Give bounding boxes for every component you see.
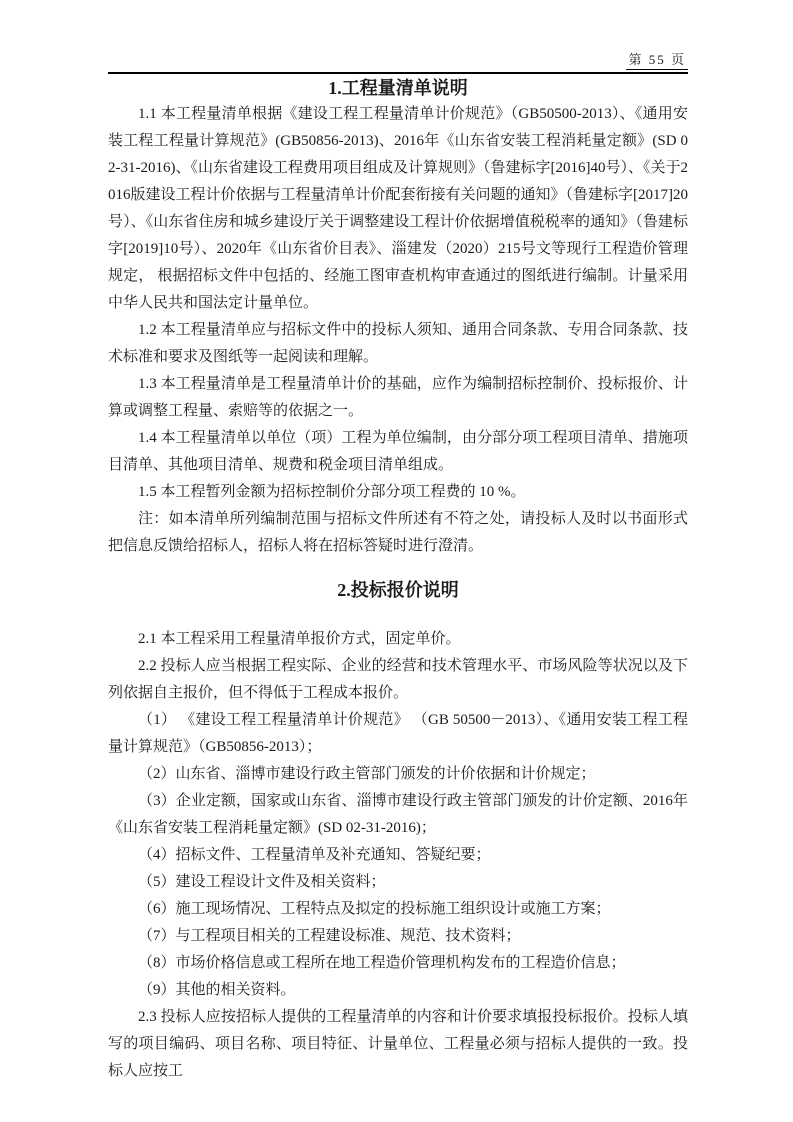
paragraph-2-item-9: （9）其他的相关资料。 [138,982,296,998]
page-header [108,52,688,74]
paragraph-1-3: 1.3 本工程量清单是工程量清单计价的基础，应作为编制招标控制价、投标报价、计算或调整工程量、索赔等的依据之一。 [108,376,688,419]
section-1-title: 1.工程量清单说明 [328,78,468,98]
paragraph-2-item-1: （1） 《建设工程工程量清单计价规范》 （GB 50500－2013）、《通用安装工程工程量计算规范》（GB50856-2013）； [108,712,688,755]
paragraph-1-4: 1.4 本工程量清单以单位（项）工程为单位编制，由分部分项工程项目清单、措施项目清单、其他项目清单、规费和税金项目清单组成。 [108,430,688,473]
paragraph-2-item-5: （5）建设工程设计文件及相关资料； [138,874,386,890]
paragraph-2-item-2: （2）山东省、淄博市建设行政主管部门颁发的计价依据和计价规定； [138,766,596,782]
paragraph-2-item-8: （8）市场价格信息或工程所在地工程造价管理机构发布的工程造价信息； [138,955,626,971]
paragraph-2-item-6: （6）施工现场情况、工程特点及拟定的投标施工组织设计或施工方案； [138,901,611,917]
section-2-title: 2.投标报价说明 [337,580,459,600]
paragraph-1-1: 1.1 本工程量清单根据《建设工程工程量清单计价规范》（GB50500-2013）、《通用安装工程工程量计算规范》(GB50856-2013)、2016年《山东省安装工程消耗量定额》(SD 02-31-2016)、《山东省建设工程费用项目组成及计算规则》（鲁建标字[2016]40号）、《关于2016版建设工程计价依据与工程量清单计价配套衔接有关问题的通知》（鲁建标字[2017]20号）、《山东省住房和城乡建设厅关于调整建设工程计价依据增值税税率的通知》（鲁建标字[2019]10号）、2020年《山东省价目表》、淄建发（2020）215号文等现行工程造价管理规定， 根据招标文件中包括的、经施工图审查机构审查通过的图纸进行编制。计量采用中华人民共和国法定计量单位。 [108,106,688,311]
paragraph-2-1: 2.1 本工程采用工程量清单报价方式，固定单价。 [138,631,461,647]
paragraph-2-item-3: （3）企业定额，国家或山东省、淄博市建设行政主管部门颁发的计价定额、2016年《山东省安装工程消耗量定额》(SD 02-31-2016)； [108,793,688,836]
paragraph-2-item-4: （4）招标文件、工程量清单及补充通知、答疑纪要； [138,847,491,863]
paragraph-2-2: 2.2 投标人应当根据工程实际、企业的经营和技术管理水平、市场风险等状况以及下列依据自主报价，但不得低于工程成本报价。 [108,658,688,701]
paragraph-2-item-7: （7）与工程项目相关的工程建设标准、规范、技术资料； [138,928,521,944]
paragraph-1-note: 注：如本清单所列编制范围与招标文件所述有不符之处，请投标人及时以书面形式把信息反馈给招标人，招标人将在招标答疑时进行澄清。 [108,511,688,554]
paragraph-1-5: 1.5 本工程暂列金额为招标控制价分部分项工程费的 10 %。 [138,484,526,500]
paragraph-1-2: 1.2 本工程量清单应与招标文件中的投标人须知、通用合同条款、专用合同条款、技术标准和要求及图纸等一起阅读和理解。 [108,322,688,365]
paragraph-2-3: 2.3 投标人应按招标人提供的工程量清单的内容和计价要求填报投标报价。投标人填写的项目编码、项目名称、项目特征、计量单位、工程量必须与招标人提供的一致。投标人应按工 [108,1009,688,1079]
page-number: 第 55 页 [626,52,688,70]
